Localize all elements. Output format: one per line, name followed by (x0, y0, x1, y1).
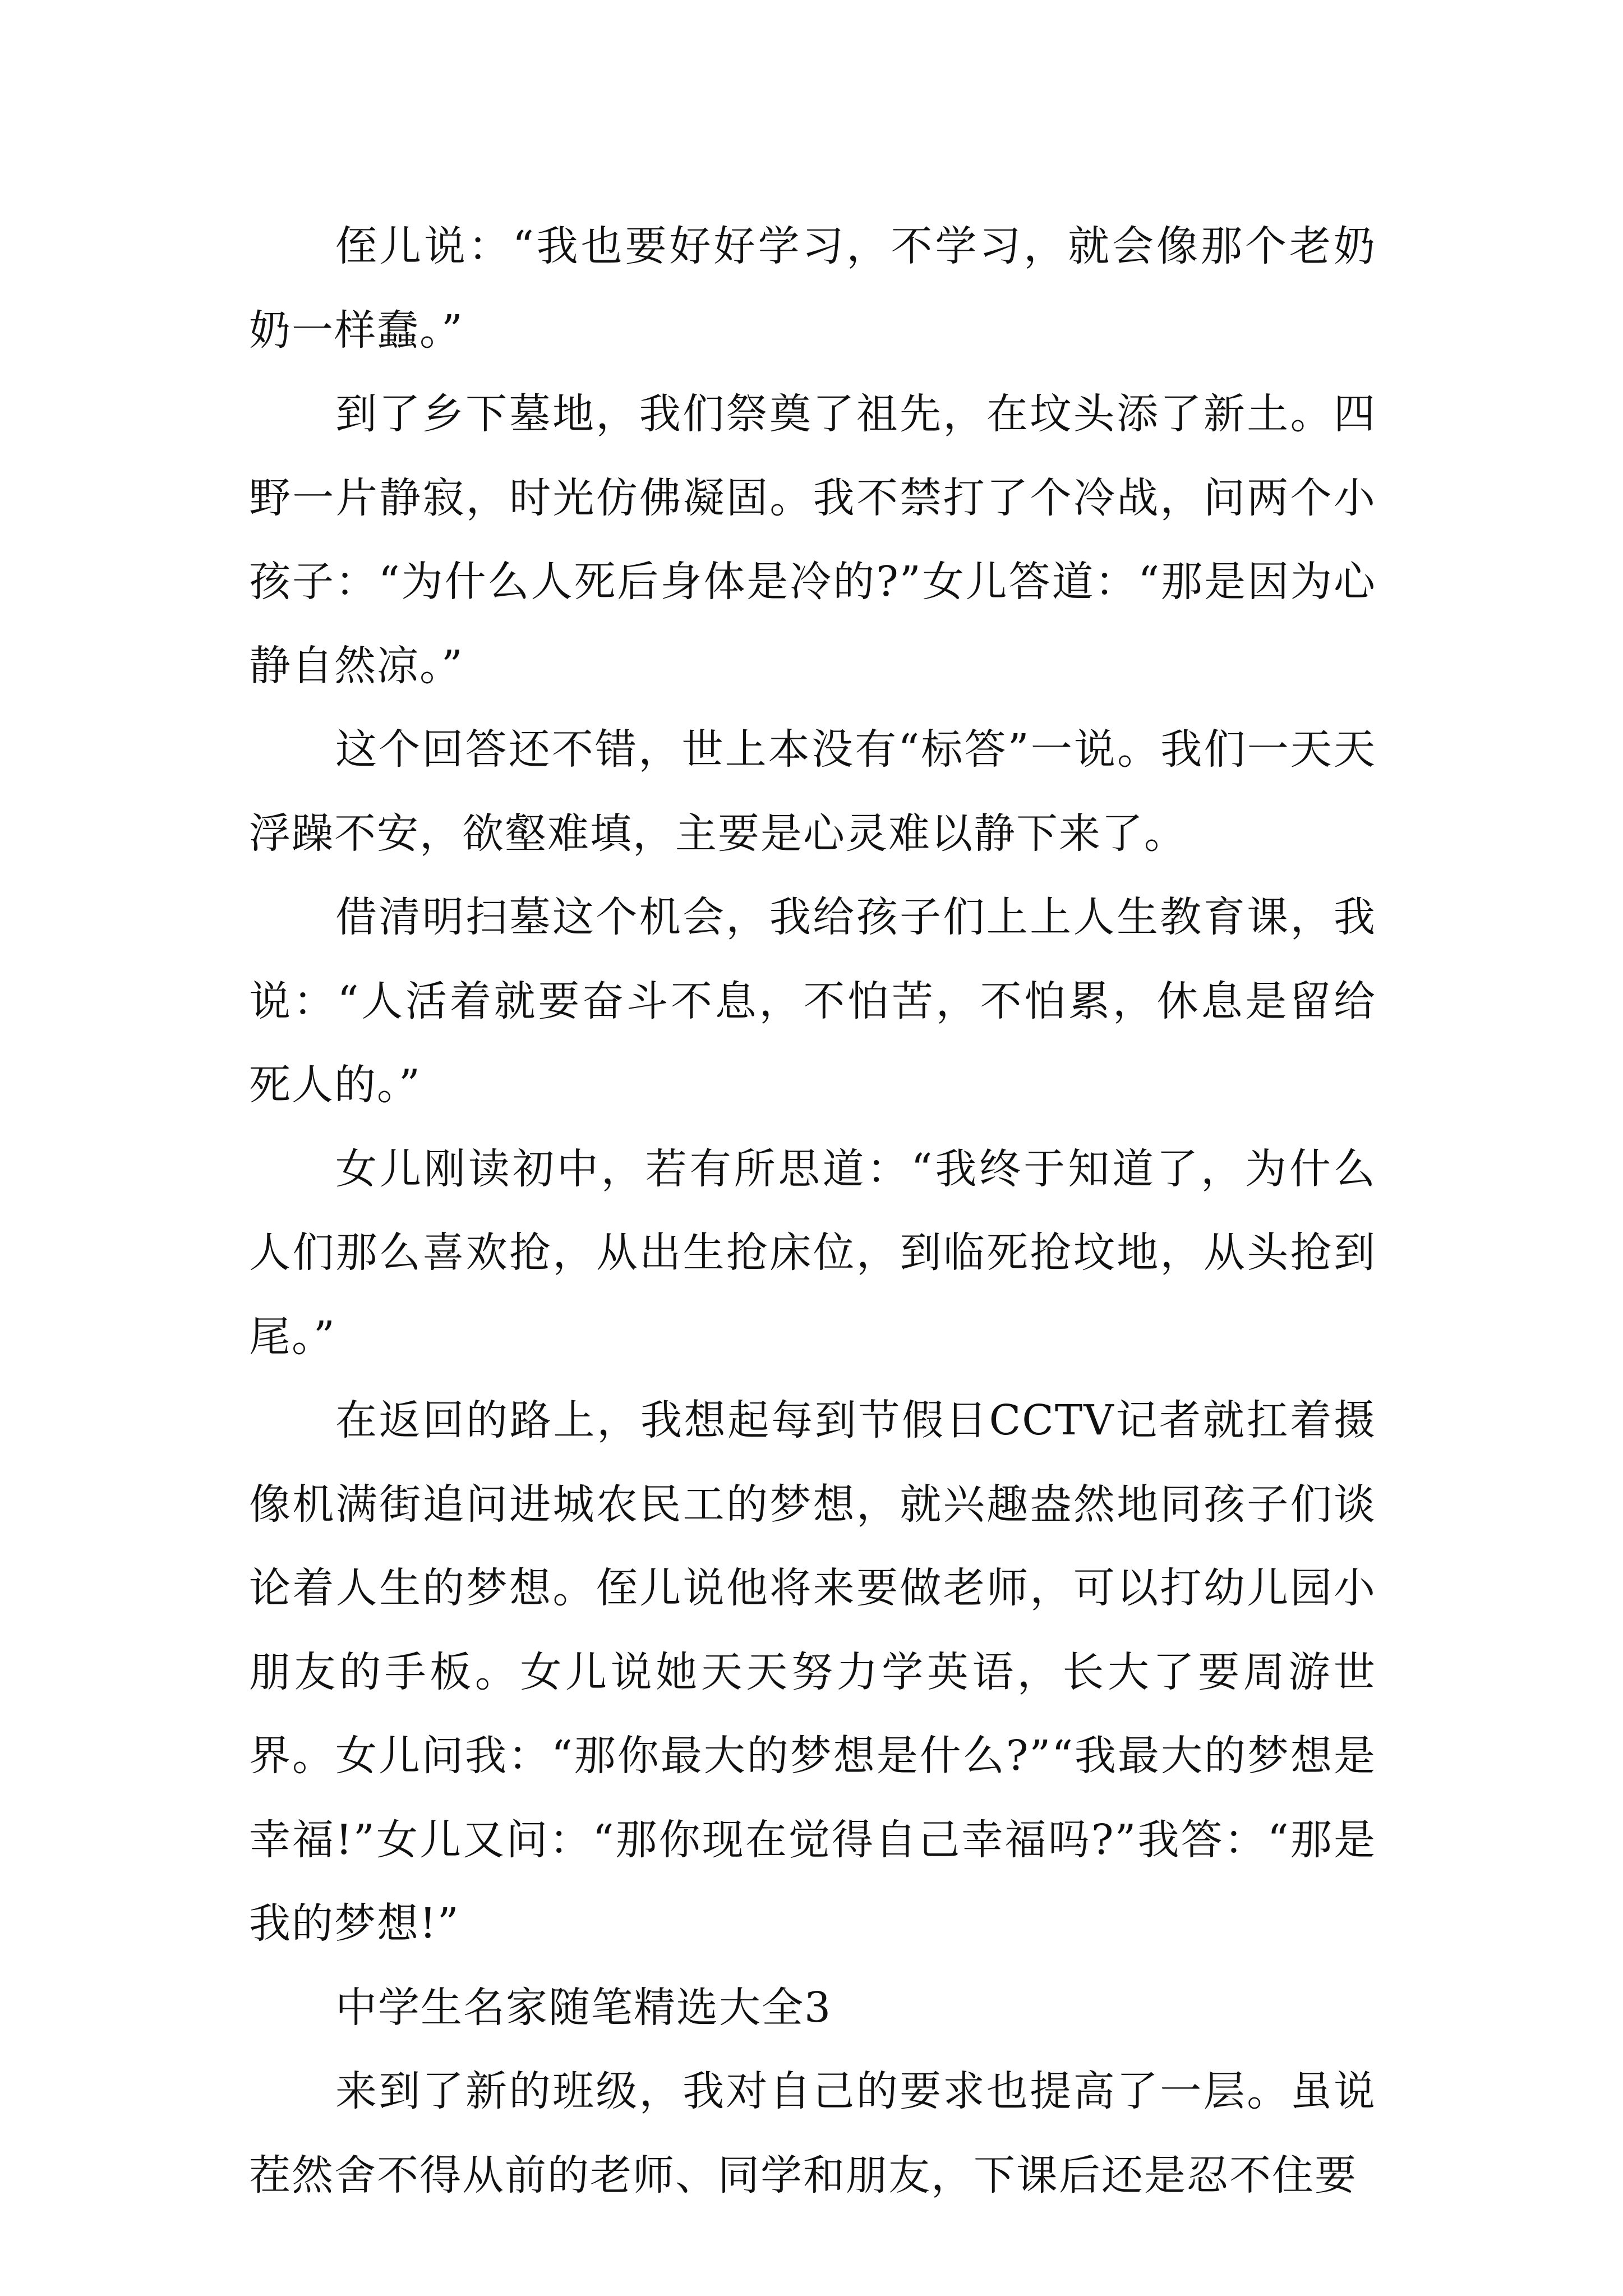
paragraph: 在返回的路上，我想起每到节假日CCTV记者就扛着摄像机满街追问进城农民工的梦想，就兴趣盎然地同孩子们谈论着人生的梦想。侄儿说他将来要做老师，可以打幼儿园小朋友的手板。女儿说她天天努力学英语，长大了要周游世界。女儿问我：“那你最大的梦想是什么?”“我最大的梦想是幸福!”女儿又问：“那你现在觉得自己幸福吗?”我答：“那是我的梦想!” (249, 1396, 1376, 1948)
paragraph: 借清明扫墓这个机会，我给孩子们上上人生教育课，我说：“人活着就要奋斗不息，不怕苦，不怕累，休息是留给死人的。” (249, 893, 1376, 1109)
section-heading: 中学生名家随笔精选大全3 (335, 1983, 832, 2032)
document-body (249, 205, 1376, 2217)
paragraph: 侄儿说：“我也要好好学习，不学习，就会像那个老奶奶一样蠢。” (249, 222, 1376, 355)
paragraph: 到了乡下墓地，我们祭奠了祖先，在坟头添了新土。四野一片静寂，时光仿佛凝固。我不禁打了个冷战，问两个小孩子：“为什么人死后身体是冷的?”女儿答道：“那是因为心静自然凉。” (249, 390, 1376, 690)
paragraph: 这个回答还不错，世上本没有“标答”一说。我们一天天浮躁不安，欲壑难填，主要是心灵难以静下来了。 (249, 725, 1376, 858)
paragraph: 女儿刚读初中，若有所思道：“我终于知道了，为什么人们那么喜欢抢，从出生抢床位，到临死抢坟地，从头抢到尾。” (249, 1144, 1376, 1361)
paragraph: 来到了新的班级，我对自己的要求也提高了一层。虽说茬然舍不得从前的老师、同学和朋友，下课后还是忍不住要 (249, 2067, 1376, 2200)
